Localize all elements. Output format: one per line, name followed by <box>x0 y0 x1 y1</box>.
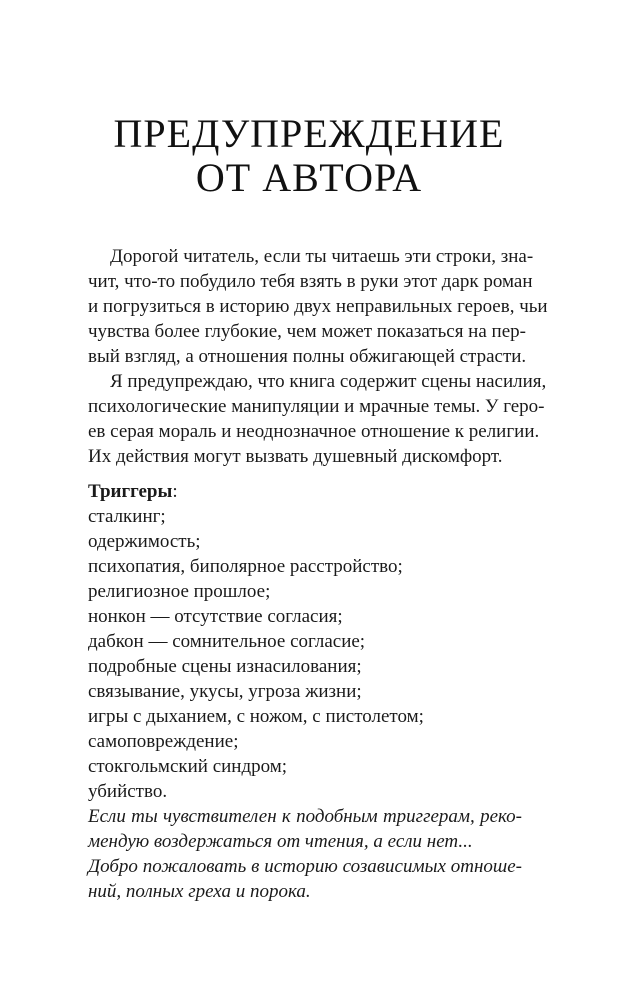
paragraph-1-line: чит, что-то побудило тебя взять в руки этот дарк роман <box>88 271 533 292</box>
closing-1-line: Если ты чувствителен к подобным триггерам, реко- <box>88 806 522 827</box>
triggers-heading-label: Триггеры <box>88 481 173 502</box>
paragraph-2-line: Их действия могут вызвать душевный дискомфорт. <box>88 446 503 467</box>
paragraph-2-line: ев серая мораль и неоднозначное отношение к религии. <box>88 421 540 442</box>
trigger-item: связывание, укусы, угроза жизни; <box>88 681 362 702</box>
trigger-item: психопатия, биполярное расстройство; <box>88 556 403 577</box>
closing-2-line: Добро пожаловать в историю созависимых отноше- <box>88 856 522 877</box>
paragraph-2-line: Я предупреждаю, что книга содержит сцены насилия, <box>110 371 547 392</box>
closing-2-line: ний, полных греха и порока. <box>88 881 311 902</box>
trigger-item: одержимость; <box>88 531 201 552</box>
trigger-item: убийство. <box>88 781 168 802</box>
trigger-item: дабкон — сомнительное согласие; <box>88 631 366 652</box>
title-line-2: ОТ АВТОРА <box>195 155 423 200</box>
title-line-1: ПРЕДУПРЕЖДЕНИЕ <box>113 111 505 156</box>
trigger-item: стокгольмский синдром; <box>88 756 288 777</box>
paragraph-1-line: и погрузиться в историю двух неправильных героев, чьи <box>88 296 548 317</box>
closing-1-line: мендую воздержаться от чтения, а если нет... <box>88 831 473 852</box>
paragraph-1-line: чувства более глубокие, чем может показаться на пер- <box>88 321 526 342</box>
paragraph-1-line: Дорогой читатель, если ты читаешь эти строки, зна- <box>110 246 534 267</box>
triggers-heading-colon: : <box>172 481 178 502</box>
trigger-item: игры с дыханием, с ножом, с пистолетом; <box>88 706 424 727</box>
trigger-item: самоповреждение; <box>88 731 239 752</box>
trigger-item: религиозное прошлое; <box>88 581 271 602</box>
trigger-item: подробные сцены изнасилования; <box>88 656 362 677</box>
paragraph-2-line: психологические манипуляции и мрачные темы. У геро- <box>88 396 545 417</box>
trigger-item: нонкон — отсутствие согласия; <box>88 606 343 627</box>
paragraph-1-line: вый взгляд, а отношения полны обжигающей страсти. <box>88 346 527 367</box>
triggers-heading <box>88 481 522 503</box>
trigger-item: сталкинг; <box>88 506 166 527</box>
